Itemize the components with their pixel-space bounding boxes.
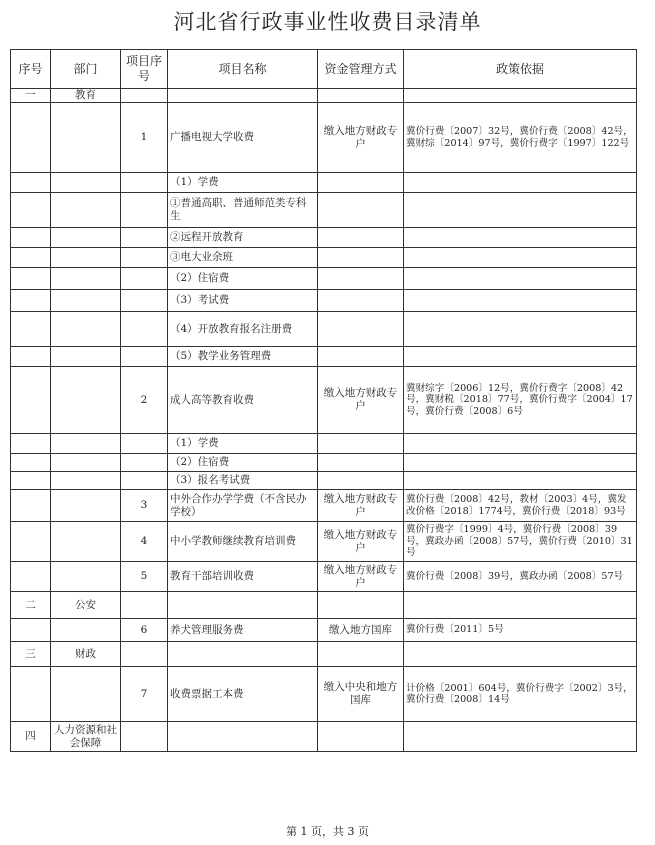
row-dept: 财政 <box>51 642 121 667</box>
row-seq <box>11 619 51 642</box>
table-row <box>11 228 637 248</box>
row-seq <box>11 454 51 472</box>
row-item-name <box>168 89 318 103</box>
row-dept <box>51 472 121 490</box>
table-row <box>11 89 637 103</box>
row-policy: 冀价行费〔2011〕5号 <box>404 619 637 642</box>
row-policy <box>404 722 637 752</box>
row-fund <box>318 268 404 290</box>
row-policy <box>404 248 637 268</box>
row-seq <box>11 103 51 173</box>
row-item-seq: 7 <box>121 667 168 722</box>
row-item-seq <box>121 592 168 619</box>
table-row <box>11 312 637 347</box>
row-fund: 缴入地方财政专户 <box>318 522 404 562</box>
row-seq <box>11 490 51 522</box>
row-item-seq <box>121 228 168 248</box>
row-seq <box>11 667 51 722</box>
row-seq: 三 <box>11 642 51 667</box>
row-item-seq <box>121 89 168 103</box>
header-row <box>11 50 637 89</box>
row-fund <box>318 193 404 228</box>
table-row <box>11 434 637 454</box>
row-dept: 教育 <box>51 89 121 103</box>
row-dept <box>51 173 121 193</box>
row-item-name <box>168 592 318 619</box>
row-seq: 二 <box>11 592 51 619</box>
row-item-name: 成人高等教育收费 <box>168 367 318 434</box>
row-dept <box>51 490 121 522</box>
row-dept <box>51 619 121 642</box>
table-row <box>11 290 637 312</box>
table-row <box>11 454 637 472</box>
row-fund: 缴入地方财政专户 <box>318 562 404 592</box>
row-policy <box>404 290 637 312</box>
row-policy <box>404 592 637 619</box>
table-row <box>11 722 637 752</box>
row-dept <box>51 522 121 562</box>
row-dept: 人力资源和社会保障 <box>51 722 121 752</box>
row-fund <box>318 642 404 667</box>
row-item-seq: 4 <box>121 522 168 562</box>
row-seq <box>11 472 51 490</box>
row-item-name: （2）住宿费 <box>168 454 318 472</box>
row-fund <box>318 592 404 619</box>
header-item-seq: 项目序号 <box>121 50 168 89</box>
row-fund <box>318 228 404 248</box>
table-row <box>11 619 637 642</box>
row-fund <box>318 434 404 454</box>
row-item-name: ②远程开放教育 <box>168 228 318 248</box>
row-fund: 缴入地方财政专户 <box>318 367 404 434</box>
row-seq: 四 <box>11 722 51 752</box>
row-item-name: 教育干部培训收费 <box>168 562 318 592</box>
table-row <box>11 103 637 173</box>
table-row <box>11 268 637 290</box>
row-item-seq <box>121 434 168 454</box>
row-dept <box>51 193 121 228</box>
row-item-name: （1）学费 <box>168 173 318 193</box>
row-item-seq <box>121 722 168 752</box>
table-row <box>11 490 637 522</box>
row-dept <box>51 290 121 312</box>
row-item-seq <box>121 248 168 268</box>
row-policy <box>404 268 637 290</box>
row-item-seq <box>121 173 168 193</box>
row-seq <box>11 193 51 228</box>
page-footer: 第 1 页，共 3 页 <box>286 825 369 838</box>
row-item-name: （1）学费 <box>168 434 318 454</box>
row-fund <box>318 248 404 268</box>
row-item-name: （5）教学业务管理费 <box>168 347 318 367</box>
header-fund: 资金管理方式 <box>318 50 404 89</box>
row-item-name: ①普通高职、普通师范类专科生 <box>168 193 318 228</box>
row-seq <box>11 367 51 434</box>
row-dept <box>51 312 121 347</box>
row-dept <box>51 367 121 434</box>
row-seq <box>11 562 51 592</box>
row-dept <box>51 103 121 173</box>
row-dept <box>51 268 121 290</box>
row-item-name: （3）报名考试费 <box>168 472 318 490</box>
row-item-name <box>168 642 318 667</box>
row-fund <box>318 290 404 312</box>
table-row <box>11 347 637 367</box>
row-policy <box>404 89 637 103</box>
header-policy: 政策依据 <box>404 50 637 89</box>
row-item-seq <box>121 347 168 367</box>
row-policy <box>404 173 637 193</box>
header-seq: 序号 <box>11 50 51 89</box>
row-item-name: （4）开放教育报名注册费 <box>168 312 318 347</box>
row-item-name: 中外合作办学学费（不含民办学校） <box>168 490 318 522</box>
table-row <box>11 193 637 228</box>
row-policy <box>404 434 637 454</box>
row-item-name: （2）住宿费 <box>168 268 318 290</box>
table-row <box>11 592 637 619</box>
table-row <box>11 472 637 490</box>
row-item-seq <box>121 290 168 312</box>
row-item-name: 收费票据工本费 <box>168 667 318 722</box>
row-fund <box>318 89 404 103</box>
row-fund <box>318 347 404 367</box>
row-fund <box>318 472 404 490</box>
row-policy: 冀价行费〔2008〕42号，教材〔2003〕4号，冀发改价格〔2018〕1774号，冀价行费〔2018〕93号 <box>404 490 637 522</box>
row-seq <box>11 268 51 290</box>
row-dept <box>51 434 121 454</box>
row-dept <box>51 454 121 472</box>
row-item-seq: 5 <box>121 562 168 592</box>
row-item-name: 广播电视大学收费 <box>168 103 318 173</box>
row-item-name: 中小学教师继续教育培训费 <box>168 522 318 562</box>
row-seq <box>11 173 51 193</box>
row-item-seq <box>121 642 168 667</box>
row-policy: 冀价行费〔2007〕32号，冀价行费〔2008〕42号，冀财综〔2014〕97号，冀价行费字〔1997〕122号 <box>404 103 637 173</box>
row-seq <box>11 312 51 347</box>
table-row <box>11 248 637 268</box>
table-row <box>11 642 637 667</box>
row-seq <box>11 434 51 454</box>
row-policy <box>404 472 637 490</box>
table-row <box>11 522 637 562</box>
row-policy: 计价格〔2001〕604号，冀价行费字〔2002〕3号，冀价行费〔2008〕14号 <box>404 667 637 722</box>
row-fund <box>318 454 404 472</box>
row-policy <box>404 454 637 472</box>
row-policy <box>404 347 637 367</box>
row-fund: 缴入中央和地方国库 <box>318 667 404 722</box>
row-policy: 冀价行费〔2008〕39号，冀政办函〔2008〕57号 <box>404 562 637 592</box>
row-item-seq <box>121 193 168 228</box>
row-seq <box>11 347 51 367</box>
header-item-name: 项目名称 <box>168 50 318 89</box>
row-item-seq: 6 <box>121 619 168 642</box>
row-policy: 冀财综字〔2006〕12号，冀价行费字〔2008〕42号，冀财税〔2018〕77号，冀价行费字〔2004〕17号，冀价行费〔2008〕6号 <box>404 367 637 434</box>
header-dept: 部门 <box>51 50 121 89</box>
table-row <box>11 173 637 193</box>
row-policy <box>404 642 637 667</box>
row-item-name: 养犬管理服务费 <box>168 619 318 642</box>
row-seq <box>11 522 51 562</box>
row-item-name: ③电大业余班 <box>168 248 318 268</box>
row-policy <box>404 228 637 248</box>
page-title: 河北省行政事业性收费目录清单 <box>173 10 482 34</box>
row-item-seq <box>121 472 168 490</box>
table-row <box>11 667 637 722</box>
row-item-seq <box>121 268 168 290</box>
row-dept <box>51 667 121 722</box>
row-item-name: （3）考试费 <box>168 290 318 312</box>
row-policy <box>404 312 637 347</box>
row-seq <box>11 290 51 312</box>
row-item-seq <box>121 312 168 347</box>
fee-table <box>10 49 637 752</box>
row-seq: 一 <box>11 89 51 103</box>
row-dept <box>51 562 121 592</box>
table-row <box>11 562 637 592</box>
row-fund <box>318 173 404 193</box>
table-row <box>11 367 637 434</box>
row-dept <box>51 228 121 248</box>
row-dept <box>51 248 121 268</box>
row-fund: 缴入地方财政专户 <box>318 103 404 173</box>
row-fund <box>318 722 404 752</box>
row-dept <box>51 347 121 367</box>
row-seq <box>11 248 51 268</box>
row-seq <box>11 228 51 248</box>
row-dept: 公安 <box>51 592 121 619</box>
row-fund: 缴入地方财政专户 <box>318 490 404 522</box>
row-fund: 缴入地方国库 <box>318 619 404 642</box>
row-item-seq: 3 <box>121 490 168 522</box>
row-policy <box>404 193 637 228</box>
row-item-seq: 2 <box>121 367 168 434</box>
row-fund <box>318 312 404 347</box>
row-item-name <box>168 722 318 752</box>
row-policy: 冀价行费字〔1999〕4号，冀价行费〔2008〕39号，冀政办函〔2008〕57号，冀价行费〔2010〕31号 <box>404 522 637 562</box>
row-item-seq <box>121 454 168 472</box>
row-item-seq: 1 <box>121 103 168 173</box>
